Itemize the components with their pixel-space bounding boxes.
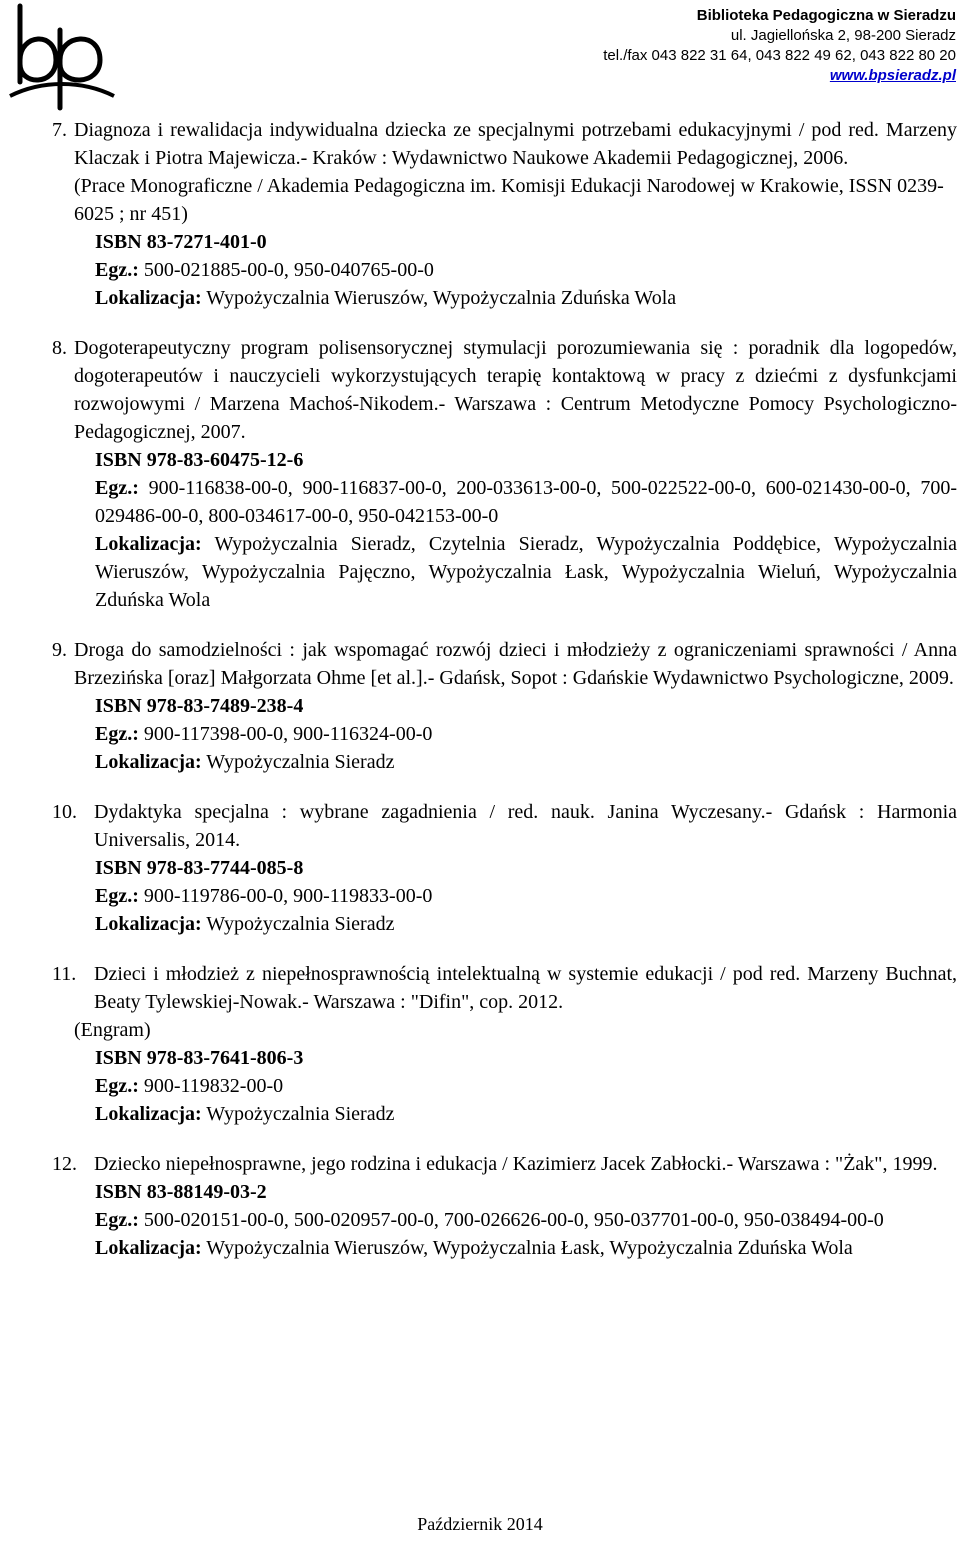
entry-number: 8. [52, 337, 67, 359]
isbn-label: ISBN [95, 857, 142, 879]
isbn-value: 978-83-7489-238-4 [146, 695, 304, 717]
entry-location [52, 910, 957, 938]
entry-isbn [52, 1178, 957, 1206]
entry-isbn [52, 692, 957, 720]
page-footer-date: Październik 2014 [417, 1514, 543, 1534]
location-value: Wypożyczalnia Wieruszów, Wypożyczalnia Łask, Wypożyczalnia Zduńska Wola [206, 1237, 853, 1259]
entry-location [52, 1100, 957, 1128]
isbn-label: ISBN [95, 1181, 142, 1203]
isbn-label: ISBN [95, 1047, 142, 1069]
entry-isbn [52, 228, 957, 256]
location-label: Lokalizacja: [95, 1103, 202, 1125]
egz-label: Egz.: [95, 723, 139, 745]
entry-copies [52, 1072, 957, 1100]
library-phone: tel./fax 043 822 31 64, 043 822 49 62, 043 822 80 20 [603, 47, 956, 64]
isbn-label: ISBN [95, 695, 142, 717]
bibliography-entry [52, 1150, 957, 1262]
entry-isbn [52, 1044, 957, 1072]
entry-isbn [52, 854, 957, 882]
location-value: Wypożyczalnia Sieradz, Czytelnia Sieradz, Wypożyczalnia Poddębice, Wypożyczalnia Wieruszów, Wypożyczalnia Pajęczno, Wypożyczalnia Łask, Wypożyczalnia Wieluń, Wypożyczalnia Zduńska Wola [95, 533, 958, 611]
isbn-value: 83-88149-03-2 [146, 1181, 267, 1203]
location-value: Wypożyczalnia Wieruszów, Wypożyczalnia Zduńska Wola [206, 287, 677, 309]
isbn-label: ISBN [95, 231, 142, 253]
copies-value: 900-119786-00-0, 900-119833-00-0 [143, 885, 433, 907]
egz-label: Egz.: [95, 885, 139, 907]
entry-location [52, 284, 957, 312]
library-header [396, 6, 956, 86]
entry-copies [52, 882, 957, 910]
isbn-label: ISBN [95, 449, 142, 471]
entry-title: Dzieci i młodzież z niepełnosprawnością intelektualną w systemie edukacji / pod red. Marzeny Buchnat, Beaty Tylewskiej-Nowak.- Warszawa : "Difin", cop. 2012. [94, 963, 957, 1013]
location-label: Lokalizacja: [95, 751, 202, 773]
entry-number: 11. [52, 963, 77, 985]
isbn-value: 978-83-7641-806-3 [146, 1047, 304, 1069]
location-value: Wypożyczalnia Sieradz [206, 913, 395, 935]
egz-label: Egz.: [95, 259, 139, 281]
entry-number: 10. [52, 801, 77, 823]
bibliography-list [52, 116, 957, 1284]
entry-number: 7. [52, 119, 67, 141]
entry-title: Dogoterapeutyczny program polisensorycznej stymulacji porozumiewania się : poradnik dla logopedów, dogoterapeutów i nauczycieli wykorzystujących terapię kontaktową w pracy z dziećmi z dysfunkcjami rozwojowymi / Marzena Machoś-Nikodem.- Warszawa : Centrum Metodyczne Pomocy Psychologiczno-Pedagogicznej, 2007. [74, 337, 957, 443]
library-name: Biblioteka Pedagogiczna w Sieradzu [696, 7, 956, 24]
egz-label: Egz.: [95, 1209, 139, 1231]
library-website-link[interactable]: www.bpsieradz.pl [829, 67, 956, 84]
bibliography-entry [52, 334, 957, 614]
copies-value: 500-020151-00-0, 500-020957-00-0, 700-026626-00-0, 950-037701-00-0, 950-038494-00-0 [143, 1209, 884, 1231]
bibliography-entry [52, 636, 957, 776]
bibliography-entry [52, 798, 957, 938]
entry-title: Dydaktyka specjalna : wybrane zagadnienia / red. nauk. Janina Wyczesany.- Gdańsk : Harmonia Universalis, 2014. [94, 801, 957, 851]
entry-title: Diagnoza i rewalidacja indywidualna dziecka ze specjalnymi potrzebami edukacyjnymi / pod red. Marzeny Klaczak i Piotra Majewicza.- Kraków : Wydawnictwo Naukowe Akademii Pedagogicznej, 2006. [74, 119, 957, 169]
entry-number: 9. [52, 639, 67, 661]
location-label: Lokalizacja: [95, 1237, 202, 1259]
entry-title: Droga do samodzielności : jak wspomagać rozwój dzieci i młodzieży z ograniczeniami sprawności / Anna Brzezińska [oraz] Małgorzata Ohme [et al.].- Gdańsk, Sopot : Gdańskie Wydawnictwo Psychologiczne, 2009. [74, 639, 957, 689]
egz-label: Egz.: [95, 1075, 139, 1097]
copies-value: 900-116838-00-0, 900-116837-00-0, 200-033613-00-0, 500-022522-00-0, 600-021430-00-0, 700-029486-00-0, 800-034617-00-0, 950-042153-00-0 [95, 477, 957, 527]
isbn-value: 83-7271-401-0 [146, 231, 267, 253]
entry-number: 12. [52, 1153, 77, 1175]
entry-location [52, 530, 957, 614]
copies-value: 900-117398-00-0, 900-116324-00-0 [143, 723, 433, 745]
entry-location [52, 1234, 957, 1262]
entry-copies [52, 1206, 957, 1234]
bp-logo [2, 0, 116, 112]
isbn-value: 978-83-60475-12-6 [146, 449, 304, 471]
bibliography-entry [52, 960, 957, 1128]
copies-value: 900-119832-00-0 [143, 1075, 284, 1097]
entry-title: Dziecko niepełnosprawne, jego rodzina i edukacja / Kazimierz Jacek Zabłocki.- Warszawa : "Żak", 1999. [94, 1153, 938, 1175]
location-label: Lokalizacja: [95, 913, 202, 935]
location-value: Wypożyczalnia Sieradz [206, 1103, 395, 1125]
location-label: Lokalizacja: [95, 287, 202, 309]
entry-series-note: (Prace Monograficzne / Akademia Pedagogiczna im. Komisji Edukacji Narodowej w Krakowie, ISSN 0239-6025 ; nr 451) [74, 175, 944, 225]
copies-value: 500-021885-00-0, 950-040765-00-0 [143, 259, 434, 281]
entry-copies [52, 474, 957, 530]
entry-isbn [52, 446, 957, 474]
library-address: ul. Jagiellońska 2, 98-200 Sieradz [730, 27, 956, 44]
isbn-value: 978-83-7744-085-8 [146, 857, 304, 879]
entry-series-note: (Engram) [74, 1019, 151, 1041]
location-value: Wypożyczalnia Sieradz [206, 751, 395, 773]
entry-location [52, 748, 957, 776]
bibliography-entry [52, 116, 957, 312]
entry-copies [52, 720, 957, 748]
location-label: Lokalizacja: [95, 533, 202, 555]
egz-label: Egz.: [95, 477, 139, 499]
entry-copies [52, 256, 957, 284]
